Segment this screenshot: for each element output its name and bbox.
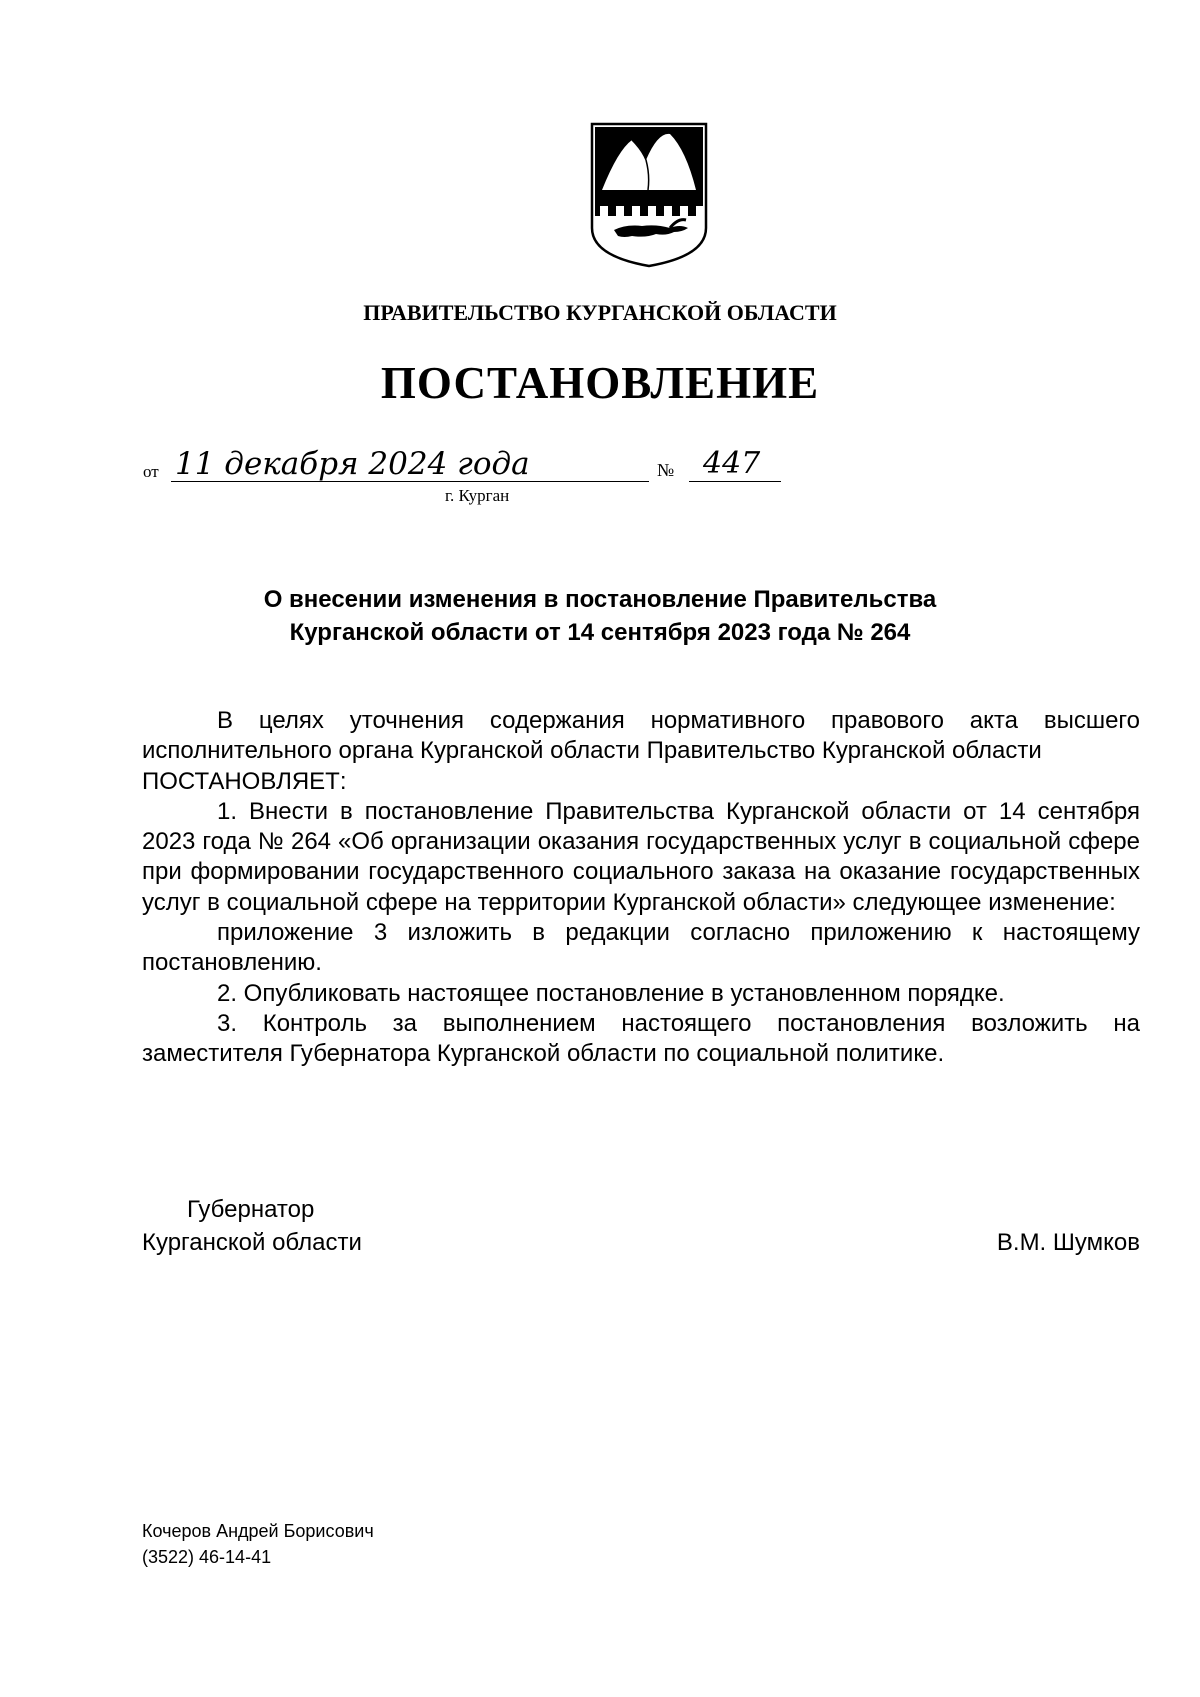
item-1-paragraph: 1. Внести в постановление Правительства Курганской области от 14 сентября 2023 года № 264 «Об организации оказания государственных услуг в социальной сфере при формировании государственного социального заказа на оказание государственных услуг в социальной сфере на территории Курганской области» следующее изменение: bbox=[142, 797, 1140, 916]
organization-name: ПРАВИТЕЛЬСТВО КУРГАНСКОЙ ОБЛАСТИ bbox=[363, 300, 837, 325]
document-type-title: ПОСТАНОВЛЕНИЕ bbox=[380, 358, 820, 408]
signatory-name: В.М. Шумков bbox=[996, 1229, 1140, 1256]
signature-block bbox=[142, 1193, 1140, 1259]
executor-info bbox=[142, 1518, 374, 1570]
from-label: от bbox=[143, 462, 159, 481]
item-1-sub-paragraph: приложение 3 изложить в редакции согласно приложению к настоящему постановлению. bbox=[142, 919, 1140, 977]
document-subject bbox=[0, 583, 1200, 649]
item-2-paragraph: 2. Опубликовать настоящее постановление в установленном порядке. bbox=[217, 979, 1005, 1007]
signatory-title-line-1: Губернатор bbox=[187, 1196, 315, 1223]
signatory-title-line-2: Курганской области bbox=[142, 1229, 362, 1256]
resolves-heading: ПОСТАНОВЛЯЕТ: bbox=[142, 767, 347, 795]
preamble-paragraph: В целях уточнения содержания нормативного правового акта высшего исполнительного органа Курганской области Правительство Курганской области bbox=[142, 707, 1140, 765]
executor-name: Кочеров Андрей Борисович bbox=[142, 1521, 374, 1541]
number-label: № bbox=[657, 460, 675, 480]
subject-line-1: О внесении изменения в постановление Правительства bbox=[263, 586, 937, 613]
document-body bbox=[142, 706, 1140, 1070]
handwritten-number: 447 bbox=[689, 446, 781, 482]
handwritten-date: 11 декабря 2024 года bbox=[171, 446, 649, 482]
item-3-paragraph: 3. Контроль за выполнением настоящего постановления возложить на заместителя Губернатора Курганской области по социальной политике. bbox=[142, 1009, 1140, 1068]
kurgan-coat-of-arms-icon bbox=[586, 120, 712, 270]
city-label: г. Курган bbox=[445, 486, 510, 505]
executor-phone: (3522) 46-14-41 bbox=[142, 1547, 272, 1567]
subject-line-2: Курганской области от 14 сентября 2023 года № 264 bbox=[289, 619, 911, 646]
date-number-line bbox=[143, 446, 761, 506]
